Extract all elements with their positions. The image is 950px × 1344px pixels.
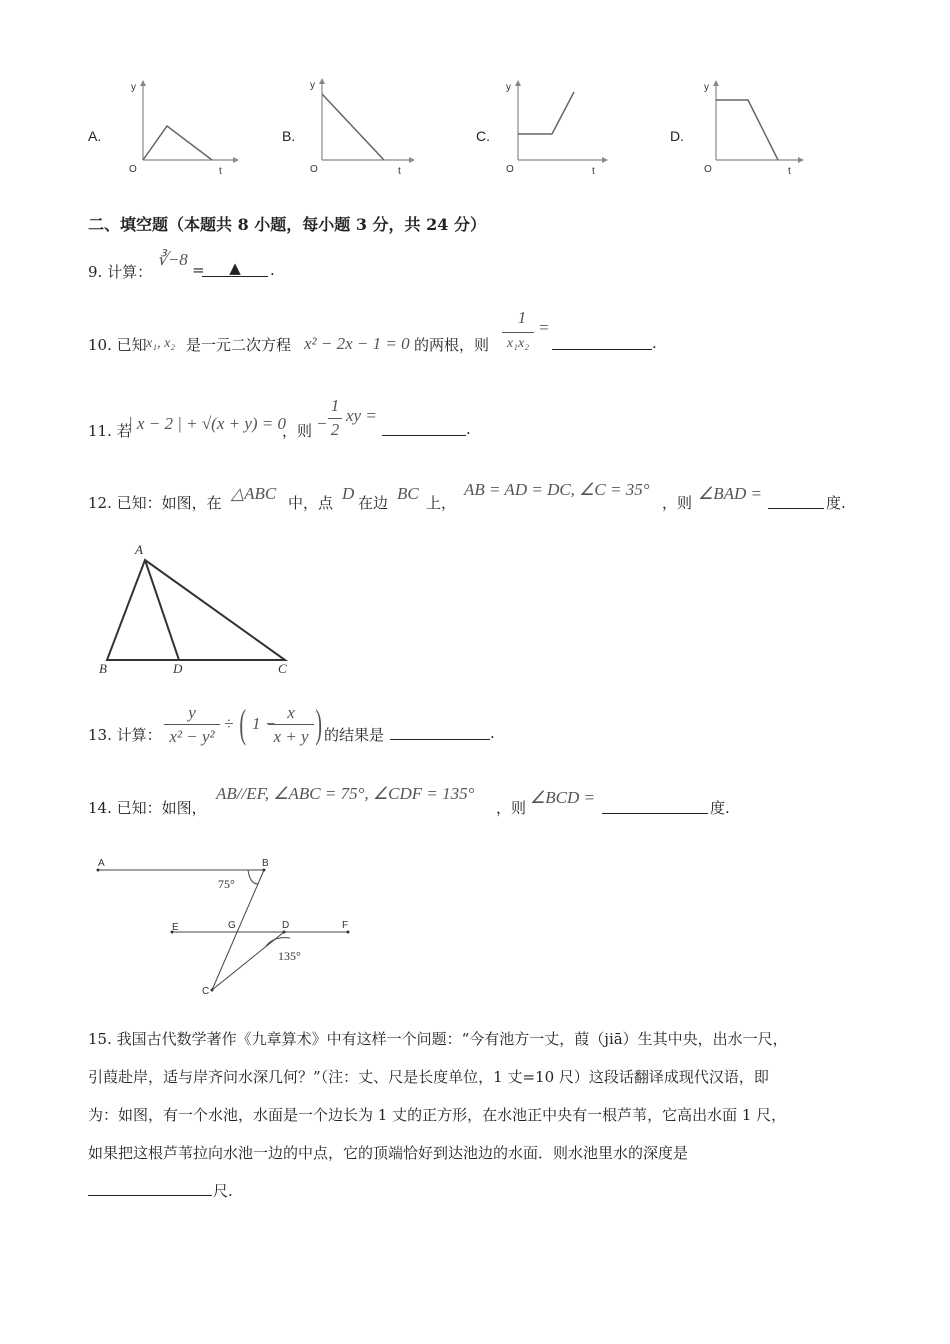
q15-line1: 15. 我国古代数学著作《九章算术》中有这样一个问题：“今有池方一丈，葭（jiā）生其中央，出水一尺， xyxy=(88,1030,788,1048)
q10-frac-num: 1 xyxy=(517,308,527,327)
q14-answer-blank xyxy=(602,813,708,814)
option-b-label: B. xyxy=(282,128,296,144)
q13-f2-bar xyxy=(268,724,314,725)
fig12-label-d: D xyxy=(173,661,183,676)
q12-ask: ∠BAD = xyxy=(698,484,763,503)
q14-figure xyxy=(92,852,362,1002)
section-title: 二、填空题（本题共 8 小题，每小题 3 分，共 24 分） xyxy=(88,215,486,234)
q11-answer-blank xyxy=(382,435,466,436)
fig14-label-g: G xyxy=(228,920,236,931)
q13-divide: ÷ xyxy=(224,714,234,733)
q10-end: . xyxy=(652,334,657,352)
option-c-t-label: t xyxy=(592,166,595,177)
option-d-graph xyxy=(688,78,813,178)
q11-frac-bar xyxy=(328,418,342,419)
q12-prefix: 12. 已知：如图，在 xyxy=(88,494,222,512)
option-d-y-label: y xyxy=(704,82,709,93)
option-b-t-label: t xyxy=(398,166,401,177)
fig12-label-b: B xyxy=(99,661,107,676)
q12-text1: 中，点 xyxy=(288,494,334,512)
q12-triangle: △ABC xyxy=(231,484,277,503)
q10-mid: 是一元二次方程 xyxy=(186,336,292,354)
option-a-curve xyxy=(143,126,212,160)
q10-prefix: 10. 已知 xyxy=(88,336,147,354)
option-b-y-label: y xyxy=(310,80,315,91)
q15-line4: 如果把这根芦苇拉向水池一边的中点，它的顶端恰好到达池边的水面．则水池里水的深度是 xyxy=(88,1144,689,1162)
q12-figure xyxy=(95,540,295,680)
q13-right-paren: ) xyxy=(315,701,322,746)
q10-answer-blank xyxy=(552,349,652,350)
option-c-y-label: y xyxy=(506,82,511,93)
q10-equation: x² − 2x − 1 = 0 xyxy=(304,334,410,353)
option-b-origin: O xyxy=(310,164,318,175)
fig14-angle-135: 135° xyxy=(278,949,301,963)
q11-mid: ，则 xyxy=(282,422,313,440)
q10-equals: = xyxy=(538,318,550,337)
option-b-graph xyxy=(294,76,419,176)
fig12-label-c: C xyxy=(278,661,287,676)
q12-unit: 度. xyxy=(826,494,846,512)
option-d-label: D. xyxy=(670,128,684,144)
q12-text4: ，则 xyxy=(662,494,693,512)
q11-end: . xyxy=(466,420,471,438)
q12-text3: 上， xyxy=(426,494,457,512)
q13-prefix: 13. 计算： xyxy=(88,726,162,744)
q10-frac-bar xyxy=(502,332,534,333)
q10-suffix: 的两根，则 xyxy=(414,336,490,354)
option-a-graph xyxy=(115,78,240,178)
option-d-t-label: t xyxy=(788,166,791,177)
q13-one-minus: 1 − xyxy=(252,714,277,733)
option-a-y-label: y xyxy=(131,82,136,93)
fig14-label-a: A xyxy=(98,858,105,869)
q9-answer-mark: ▲ xyxy=(229,259,241,277)
q15-line3: 为：如图，有一个水池，水面是一个边长为 1 丈的正方形，在水池正中央有一根芦苇，它高出水面 1 尺， xyxy=(88,1106,787,1124)
q13-f1-num: y xyxy=(188,703,196,722)
q11-prefix: 11. 若 xyxy=(88,422,132,440)
fig14-label-d: D xyxy=(282,920,290,931)
q9-equals: = xyxy=(192,261,205,279)
q14-unit: 度. xyxy=(710,799,730,817)
q9-answer-blank xyxy=(202,259,268,277)
option-a-origin: O xyxy=(129,164,137,175)
option-d-origin: O xyxy=(704,164,712,175)
q11-tail: xy = xyxy=(346,406,377,425)
option-b-curve xyxy=(322,94,384,160)
q10-frac-den: x₁x₂ xyxy=(506,336,530,351)
q12-text2: 在边 xyxy=(358,494,389,512)
q9-end: . xyxy=(270,261,275,279)
q13-end: . xyxy=(490,724,495,742)
q11-frac-num: 1 xyxy=(330,396,340,415)
q13-f2-den: x + y xyxy=(273,727,309,746)
fig12-label-a: A xyxy=(135,542,143,557)
q13-suffix: 的结果是 xyxy=(324,726,385,744)
q14-ask: ∠BCD = xyxy=(530,788,595,807)
q11-expr: | x − 2 | + √(x + y) = 0 xyxy=(128,414,287,433)
fig14-label-e: E xyxy=(172,922,179,933)
option-c-graph xyxy=(490,78,615,178)
q9-prefix: 9. 计算： xyxy=(88,263,153,281)
option-a-t-label: t xyxy=(219,166,222,177)
q11-frac-den: 2 xyxy=(330,420,340,439)
fig14-label-f: F xyxy=(342,920,349,931)
q15-line2: 引葭赴岸，适与岸齐问水深几何？”（注：丈、尺是长度单位，1 丈=10 尺）这段话翻译成现代汉语，即 xyxy=(88,1068,769,1086)
q12-answer-blank xyxy=(768,508,824,509)
q13-f1-bar xyxy=(164,724,220,725)
q13-f2-num: x xyxy=(287,703,295,722)
option-c-curve xyxy=(518,92,574,134)
fig14-label-b: B xyxy=(262,858,269,869)
q13-answer-blank xyxy=(390,739,490,740)
q15-unit: 尺. xyxy=(213,1182,233,1200)
q14-condition: AB//EF, ∠ABC = 75°, ∠CDF = 135° xyxy=(216,784,475,803)
q12-condition: AB = AD = DC, ∠C = 35° xyxy=(464,480,650,499)
option-d-curve xyxy=(716,100,778,160)
option-c-origin: O xyxy=(506,164,514,175)
fig14-label-c: C xyxy=(202,986,210,997)
q15-answer-blank xyxy=(88,1195,212,1196)
option-c-label: C. xyxy=(476,128,490,144)
q9-radical: ∛−8 xyxy=(157,250,188,269)
q11-sign: − xyxy=(316,414,328,433)
q10-vars: x₁, x₂ xyxy=(146,336,176,351)
q12-point-d: D xyxy=(342,484,355,503)
q14-mid: ，则 xyxy=(496,799,527,817)
fig14-angle-75: 75° xyxy=(218,877,235,891)
option-a-label: A. xyxy=(88,128,102,144)
q14-prefix: 14. 已知：如图， xyxy=(88,799,207,817)
q12-side: BC xyxy=(397,484,419,503)
q13-f1-den: x² − y² xyxy=(169,727,215,746)
q13-left-paren: ( xyxy=(239,701,246,746)
